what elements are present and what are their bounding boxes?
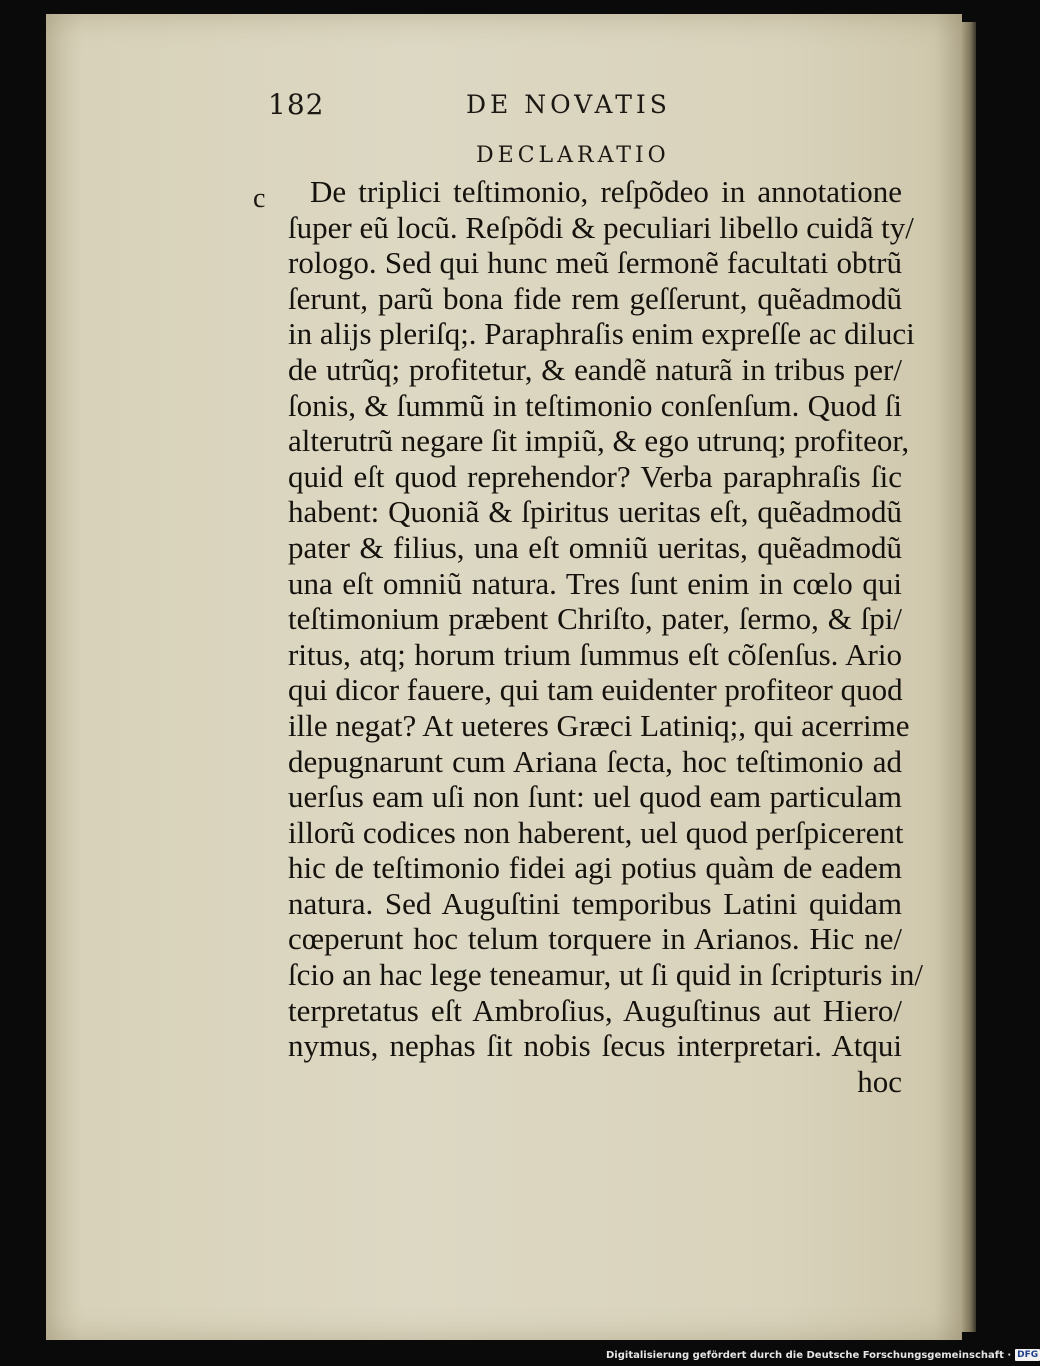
text-line: hic de teſtimonio fidei agi potius quàm de eadem bbox=[288, 850, 902, 886]
text-line: pater & filius, una eſt omniũ ueritas, quẽadmodũ bbox=[288, 529, 902, 565]
text-line: cœperunt hoc telum torquere in Arianos. Hic ne/ bbox=[288, 921, 902, 957]
text-line: De triplici teſtimonio, reſpõdeo in annotatione bbox=[310, 174, 902, 209]
text-line: ritus, atq; horum trium ſummus eſt cõſenſus. Ario bbox=[288, 636, 902, 672]
text-line: ille negat? At ueteres Græci Latiniq;, qui acerrime bbox=[288, 707, 910, 743]
running-title: DE NOVATIS bbox=[466, 90, 671, 119]
margin-letter: c bbox=[253, 183, 266, 214]
text-line: in alijs pleriſq;. Paraphraſis enim expreſſe ac diluci bbox=[288, 316, 915, 352]
text-line: rologo. Sed qui hunc meũ ſermonẽ facultati obtrũ bbox=[288, 245, 902, 281]
text-line: terpretatus eſt Ambroſius, Auguſtinus aut Hiero/ bbox=[288, 992, 902, 1028]
text-line: natura. Sed Auguſtini temporibus Latini quidam bbox=[288, 885, 902, 921]
text-line: ſuper eũ locũ. Reſpõdi & peculiari libello cuidã ty/ bbox=[288, 209, 914, 245]
text-line: habent: Quoniã & ſpiritus ueritas eſt, quẽadmodũ bbox=[288, 494, 902, 530]
text-line: de utrũq; profitetur, & eandẽ naturã in tribus per/ bbox=[288, 351, 902, 387]
page-header bbox=[268, 88, 708, 128]
text-line: alterutrũ negare ſit impiũ, & ego utrunq; profiteor, bbox=[288, 423, 910, 459]
text-line: qui dicor fauere, qui tam euidenter profiteor quod bbox=[288, 672, 903, 708]
page-number: 182 bbox=[268, 88, 325, 121]
text-line: hoc bbox=[857, 1063, 902, 1099]
text-line: una eſt omniũ natura. Tres ſunt enim in cœlo qui bbox=[288, 565, 902, 601]
text-line: ſcio an hac lege teneamur, ut ſi quid in ſcripturis in/ bbox=[288, 957, 923, 993]
text-line: teſtimonium præbent Chriſto, pater, ſermo, & ſpi/ bbox=[288, 601, 902, 637]
text-line: quid eſt quod reprehendor? Verba paraphraſis ſic bbox=[288, 458, 902, 494]
section-heading: DECLARATIO bbox=[476, 143, 670, 168]
text-line: ſerunt, parũ bona fide rem geſſerunt, quẽadmodũ bbox=[288, 280, 902, 316]
text-line: depugnarunt cum Ariana ſecta, hoc teſtimonio ad bbox=[288, 743, 902, 779]
footer-text: Digitalisierung gefördert durch die Deutsche Forschungsgemeinschaft · bbox=[606, 1349, 1012, 1361]
text-line: ſonis, & ſummũ in teſtimonio conſenſum. Quod ſi bbox=[288, 387, 902, 423]
text-line: uerſus eam uſi non ſunt: uel quod eam particulam bbox=[288, 779, 902, 815]
footer-credit bbox=[606, 1348, 1040, 1362]
text-line: nymus, nephas ſit nobis ſecus interpretari. Atqui bbox=[288, 1028, 902, 1064]
body-text bbox=[288, 174, 923, 1099]
dfg-logo: DFG bbox=[1017, 1350, 1039, 1360]
page-edge bbox=[962, 22, 976, 1332]
text-line: illorũ codices non haberent, uel quod perſpicerent bbox=[288, 814, 904, 850]
